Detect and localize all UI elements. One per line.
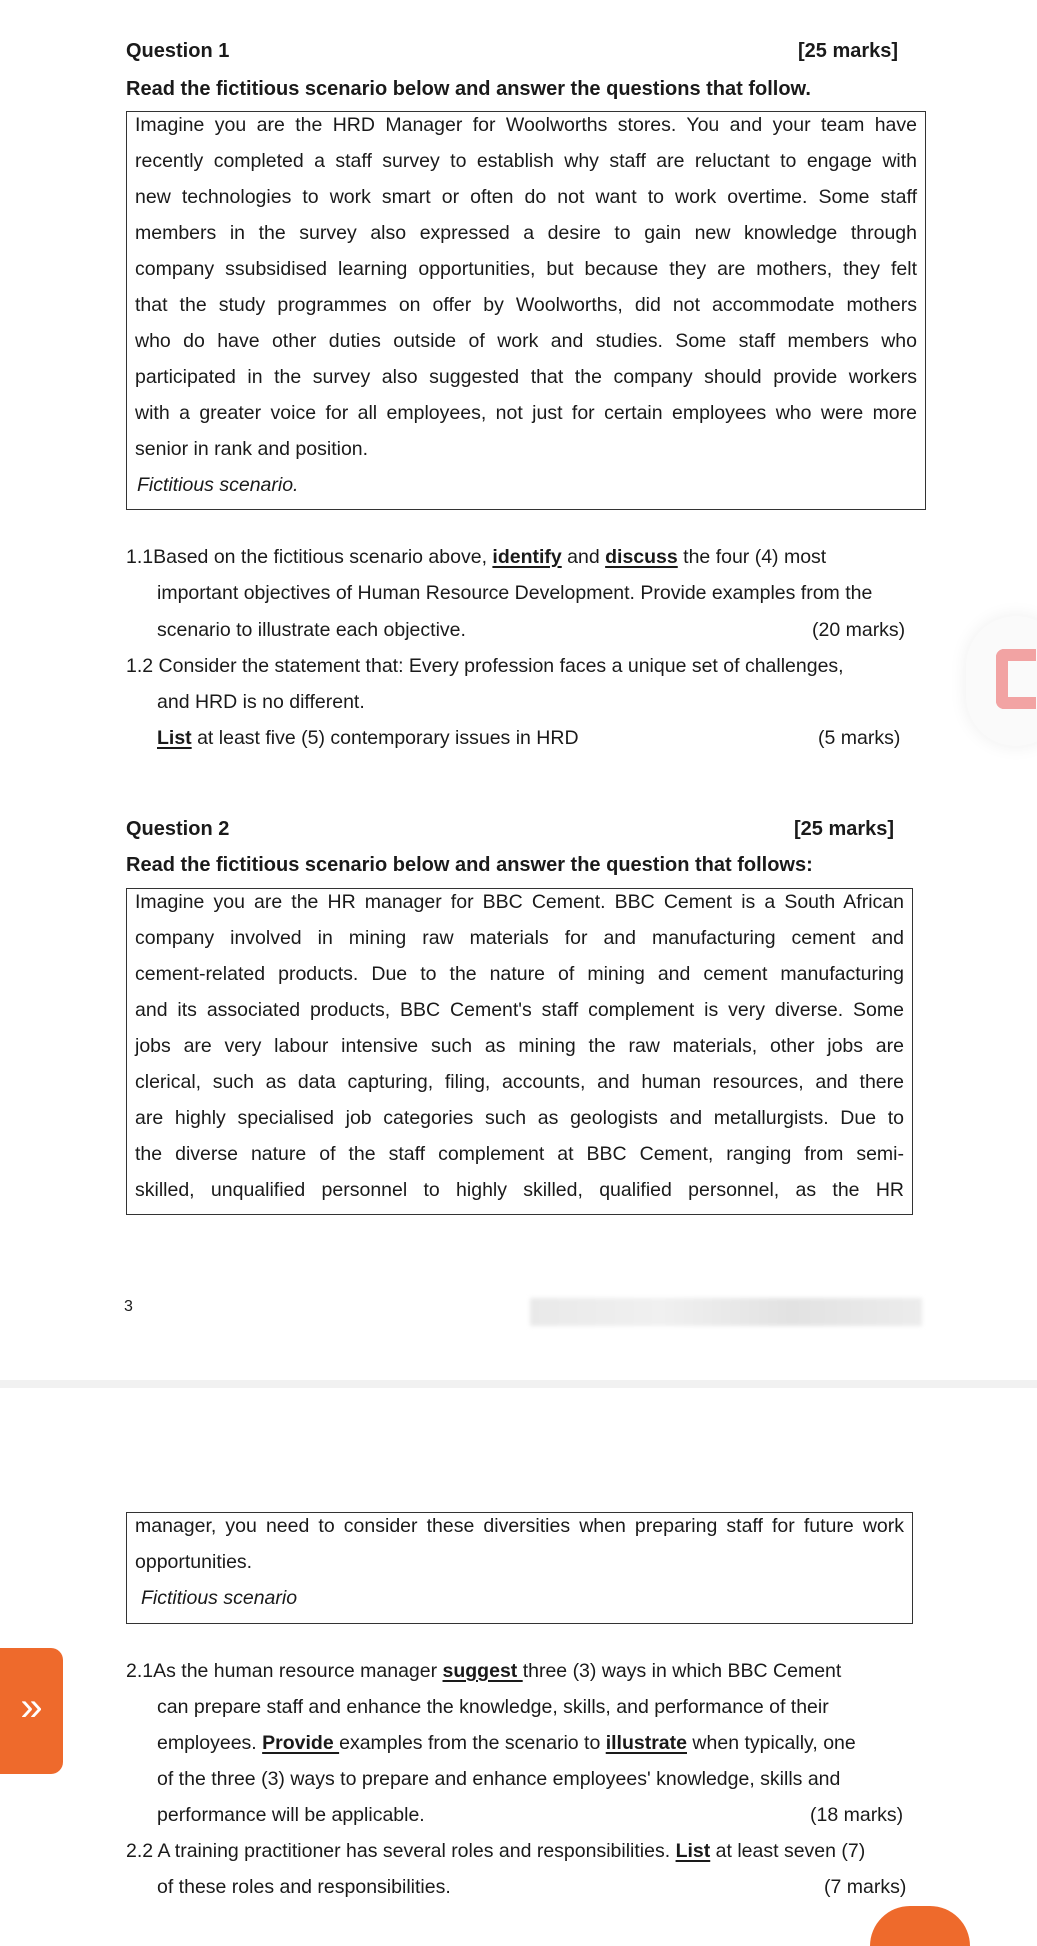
redacted-footer <box>530 1298 922 1326</box>
q1-scenario-line: Imagine you are the HRD Manager for Woolworths stores. You and your team have <box>135 114 917 136</box>
q2-title: Question 2 <box>126 818 230 840</box>
q1-1-line: important objectives of Human Resource Development. Provide examples from the <box>157 582 873 604</box>
q1-scenario-caption: Fictitious scenario. <box>137 474 299 496</box>
q1-2-line <box>126 655 844 678</box>
q2-scenario-box <box>126 888 913 1215</box>
q1-scenario-line: participated in the survey also suggested that the company should provide workers <box>135 366 917 388</box>
q2-1-line <box>157 1732 856 1755</box>
page-separator <box>0 1380 1037 1388</box>
keyword-suggest: suggest <box>442 1660 523 1682</box>
q1-scenario-line: who do have other duties outside of work and studies. Some staff members who <box>135 330 917 352</box>
q2-scenario-line: Imagine you are the HR manager for BBC Cement. BBC Cement is a South African <box>135 891 904 913</box>
q2-scenario-continued-box <box>126 1512 913 1624</box>
q1-1-line <box>126 546 826 569</box>
q2-scenario-line: clerical, such as data capturing, filing, accounts, and human resources, and there <box>135 1071 904 1093</box>
q2-scenario-line: jobs are very labour intensive such as mining the raw materials, other jobs are <box>135 1035 904 1057</box>
keyword-list: List <box>675 1840 711 1862</box>
q1-scenario-line: recently completed a staff survey to establish why staff are reluctant to engage with <box>135 150 917 172</box>
q1-scenario-box <box>126 111 926 510</box>
q1-1-line: scenario to illustrate each objective. <box>157 619 466 641</box>
q2-1-line <box>126 1660 841 1683</box>
q1-instruction: Read the fictitious scenario below and answer the questions that follow. <box>126 78 811 100</box>
q1-marks: [25 marks] <box>798 40 899 62</box>
page-number: 3 <box>124 1298 133 1315</box>
q1-2-marks: (5 marks) <box>818 727 901 749</box>
q2-2-line <box>126 1840 865 1863</box>
q2-scenario-line: are highly specialised job categories such as geologists and metallurgists. Due to <box>135 1107 904 1129</box>
q1-scenario-line: senior in rank and position. <box>135 438 369 460</box>
q2-scenario-line: skilled, unqualified personnel to highly skilled, qualified personnel, as the HR <box>135 1179 904 1201</box>
keyword-discuss: discuss <box>605 546 678 568</box>
q2-2-number: 2.2 <box>126 1840 154 1862</box>
q1-1-text: the four (4) most <box>677 546 827 568</box>
q1-2-line: and HRD is no different. <box>157 691 365 713</box>
q1-1-marks: (20 marks) <box>812 619 906 641</box>
q2-scenario-caption: Fictitious scenario <box>141 1587 298 1609</box>
q2-1-text: As the human resource manager <box>153 1660 443 1682</box>
q2-1-line: can prepare staff and enhance the knowledge, skills, and performance of their <box>157 1696 829 1718</box>
q2-1-marks: (18 marks) <box>810 1804 904 1826</box>
q1-2-number: 1.2 <box>126 655 154 677</box>
q2-2-text: A training practitioner has several roles and responsibilities. <box>157 1840 676 1862</box>
keyword-illustrate: illustrate <box>605 1732 687 1754</box>
q2-1-number: 2.1 <box>126 1660 154 1682</box>
q1-scenario-line: new technologies to work smart or often do not want to work overtime. Some staff <box>135 186 917 208</box>
q2-1-text: three (3) ways in which BBC Cement <box>522 1660 842 1682</box>
q1-2-text: Consider the statement that: Every profession faces a unique set of challenges, <box>158 655 844 677</box>
q2-scenario-line: and its associated products, BBC Cement's staff complement is very diverse. Some <box>135 999 904 1021</box>
q1-scenario-line: company ssubsidised learning opportunities, but because they are mothers, they felt <box>135 258 917 280</box>
q1-scenario-line: with a greater voice for all employees, not just for certain employees who were more <box>135 402 917 424</box>
bracket-logo-icon <box>996 649 1036 709</box>
floating-action-button[interactable] <box>870 1906 970 1946</box>
q1-scenario-line: that the study programmes on offer by Woolworths, did not accommodate mothers <box>135 294 917 316</box>
q2-2-line: of these roles and responsibilities. <box>157 1876 451 1898</box>
q1-1-number: 1.1 <box>126 546 154 568</box>
q2-1-text: examples from the scenario to <box>339 1732 606 1754</box>
q1-1-text: and <box>561 546 606 568</box>
q2-2-marks: (7 marks) <box>824 1876 907 1898</box>
q2-1-text: when typically, one <box>687 1732 856 1754</box>
q2-scenario-line: cement-related products. Due to the nature of mining and cement manufacturing <box>135 963 904 985</box>
q1-2-text: at least five (5) contemporary issues in HRD <box>191 727 579 749</box>
keyword-list: List <box>157 727 192 749</box>
q2-1-text: employees. <box>157 1732 263 1754</box>
q2-marks: [25 marks] <box>794 818 895 840</box>
expand-panel-button[interactable] <box>0 1648 63 1774</box>
q2-scenario-line: the diverse nature of the staff complement at BBC Cement, ranging from semi- <box>135 1143 904 1165</box>
q2-scenario-line: opportunities. <box>135 1551 253 1573</box>
q2-2-text: at least seven (7) <box>710 1840 866 1862</box>
q2-instruction: Read the fictitious scenario below and answer the question that follows: <box>126 854 813 876</box>
q1-2-line <box>157 727 579 750</box>
keyword-provide: Provide <box>262 1732 340 1754</box>
q1-scenario-line: members in the survey also expressed a desire to gain new knowledge through <box>135 222 917 244</box>
q1-title: Question 1 <box>126 40 230 62</box>
floating-assistant-widget[interactable] <box>966 616 1037 746</box>
keyword-identify: identify <box>492 546 562 568</box>
q2-1-line: of the three (3) ways to prepare and enhance employees' knowledge, skills and <box>157 1768 841 1790</box>
q2-1-line: performance will be applicable. <box>157 1804 425 1826</box>
q2-scenario-line: manager, you need to consider these diversities when preparing staff for future work <box>135 1515 904 1537</box>
q1-1-text: Based on the fictitious scenario above, <box>153 546 493 568</box>
chevron-double-right-icon: » <box>20 1685 43 1729</box>
q2-scenario-line: company involved in mining raw materials for and manufacturing cement and <box>135 927 904 949</box>
